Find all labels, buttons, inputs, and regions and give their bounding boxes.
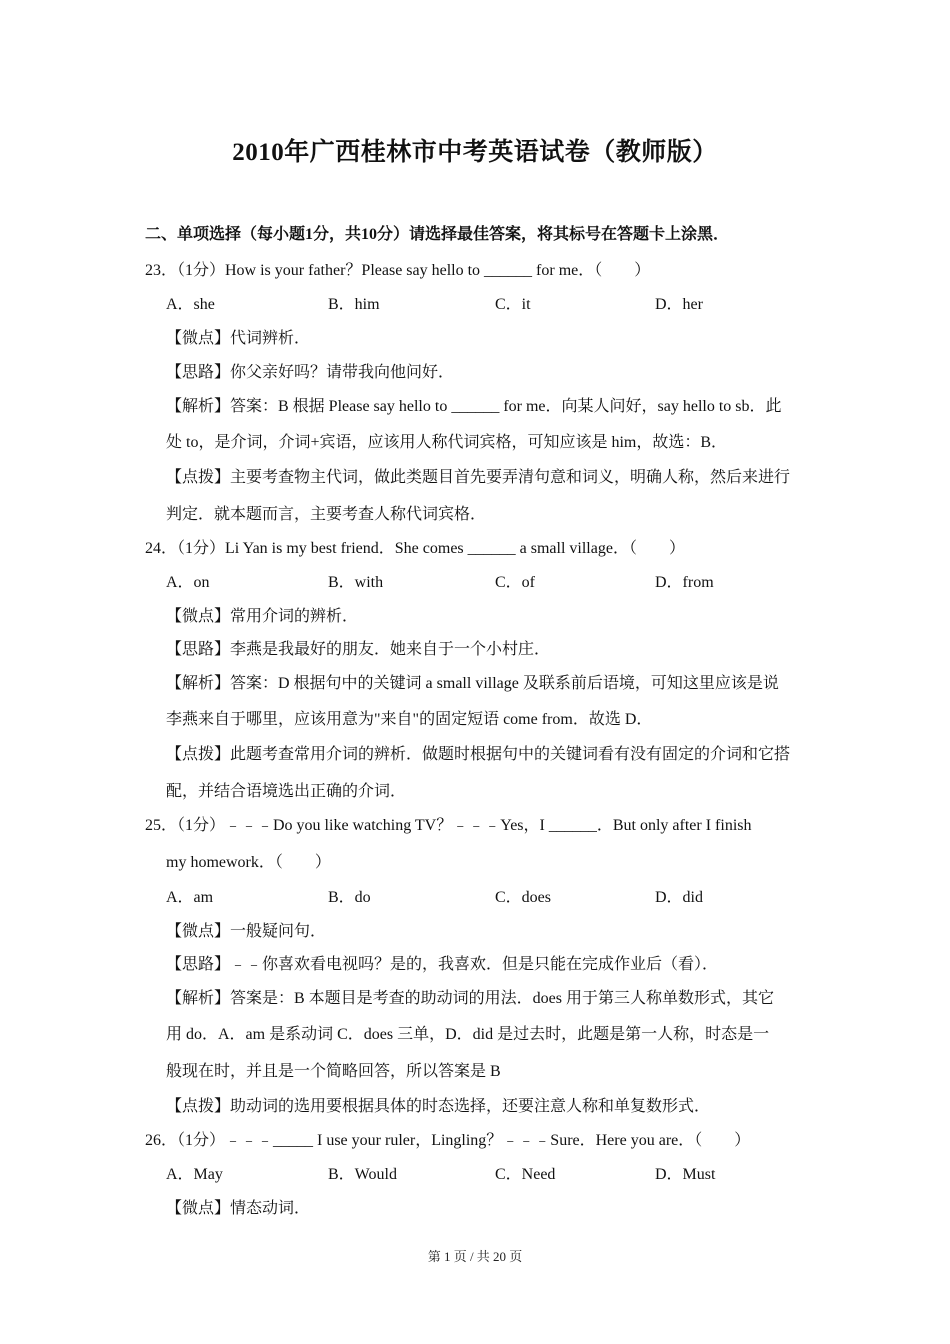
- question-23-jiexi-line1: 【解析】答案：B 根据 Please say hello to ______ for me．向某人问好，say hello to sb．此: [166, 398, 782, 415]
- question-24-option-d: D．from: [655, 574, 714, 591]
- question-23-dianbo-line2: 判定．就本题而言，主要考查人称代词宾格．: [166, 506, 487, 523]
- question-25-option-b: B．do: [328, 889, 371, 906]
- section-header: 二、单项选择（每小题1分，共10分）请选择最佳答案，将其标号在答题卡上涂黑．: [145, 226, 730, 243]
- question-25-silu: 【思路】﹣﹣你喜欢看电视吗？是的，我喜欢．但是只能在完成作业后（看）．: [166, 956, 719, 973]
- question-24-silu: 【思路】李燕是我最好的朋友．她来自于一个小村庄．: [166, 641, 551, 658]
- question-23-option-b: B．him: [328, 296, 380, 313]
- question-23-dianbo-line1: 【点拨】主要考查物主代词，做此类题目首先要弄清句意和词义，明确人称，然后来进行: [166, 469, 791, 486]
- question-25-jiexi-line3: 般现在时，并且是一个简略回答，所以答案是 B: [166, 1063, 501, 1080]
- question-25-option-c: C．does: [495, 889, 552, 906]
- question-23-option-d: D．her: [655, 296, 703, 313]
- question-24-jiexi-line1: 【解析】答案：D 根据句中的关键词 a small village 及联系前后语境，可知这里应该是说: [166, 675, 779, 692]
- question-23-jiexi-line2: 处 to，是介词，介词+宾语，应该用人称代词宾格，可知应该是 him，故选：B．: [166, 434, 728, 451]
- question-23-silu: 【思路】你父亲好吗？请带我向他问好．: [166, 364, 455, 381]
- question-25-option-d: D．did: [655, 889, 704, 906]
- question-24-jiexi-line2: 李燕来自于哪里，应该用意为"来自"的固定短语 come from．故选 D．: [166, 711, 653, 728]
- question-23-option-a: A．she: [166, 296, 215, 313]
- question-25-dianbo: 【点拨】助动词的选用要根据具体的时态选择，还要注意人称和单复数形式．: [166, 1098, 711, 1115]
- question-25-stem-line2: my homework．（ ）: [166, 854, 331, 871]
- question-23-stem: 23．（1分）How is your father？Please say hello to ______ for me．（ ）: [145, 262, 651, 279]
- question-25-jiexi-line2: 用 do．A．am 是系动词 C．does 三单，D．did 是过去时，此题是第一人称，时态是一: [166, 1026, 770, 1043]
- question-24-option-c: C．of: [495, 574, 536, 591]
- question-24-weidian: 【微点】常用介词的辨析．: [166, 608, 359, 625]
- question-26-option-a: A．May: [166, 1166, 223, 1183]
- question-26-stem: 26．（1分）﹣﹣﹣_____ I use your ruler，Lingling？﹣﹣﹣Sure．Here you are．（ ）: [145, 1132, 751, 1149]
- page-title: 2010年广西桂林市中考英语试卷（教师版）: [232, 139, 718, 166]
- question-24-dianbo-line1: 【点拨】此题考查常用介词的辨析．做题时根据句中的关键词看有没有固定的介词和它搭: [166, 746, 791, 763]
- question-25-jiexi-line1: 【解析】答案是：B 本题目是考查的助动词的用法．does 用于第三人称单数形式，其它: [166, 990, 775, 1007]
- question-23-weidian: 【微点】代词辨析．: [166, 330, 311, 347]
- question-26-option-b: B．Would: [328, 1166, 397, 1183]
- question-26-weidian: 【微点】情态动词．: [166, 1200, 311, 1217]
- question-25-weidian: 【微点】一般疑问句．: [166, 923, 327, 940]
- question-26-option-c: C．Need: [495, 1166, 556, 1183]
- question-24-option-b: B．with: [328, 574, 384, 591]
- question-26-option-d: D．Must: [655, 1166, 716, 1183]
- page-footer: 第 1 页 / 共 20 页: [427, 1249, 523, 1264]
- question-24-stem: 24．（1分）Li Yan is my best friend．She comes ______ a small village．（ ）: [145, 540, 685, 557]
- question-25-option-a: A．am: [166, 889, 214, 906]
- question-25-stem-line1: 25．（1分）﹣﹣﹣Do you like watching TV？﹣﹣﹣Yes，I ______．But only after I finish: [145, 817, 752, 834]
- question-24-dianbo-line2: 配，并结合语境选出正确的介词．: [166, 783, 407, 800]
- question-24-option-a: A．on: [166, 574, 210, 591]
- question-23-option-c: C．it: [495, 296, 531, 313]
